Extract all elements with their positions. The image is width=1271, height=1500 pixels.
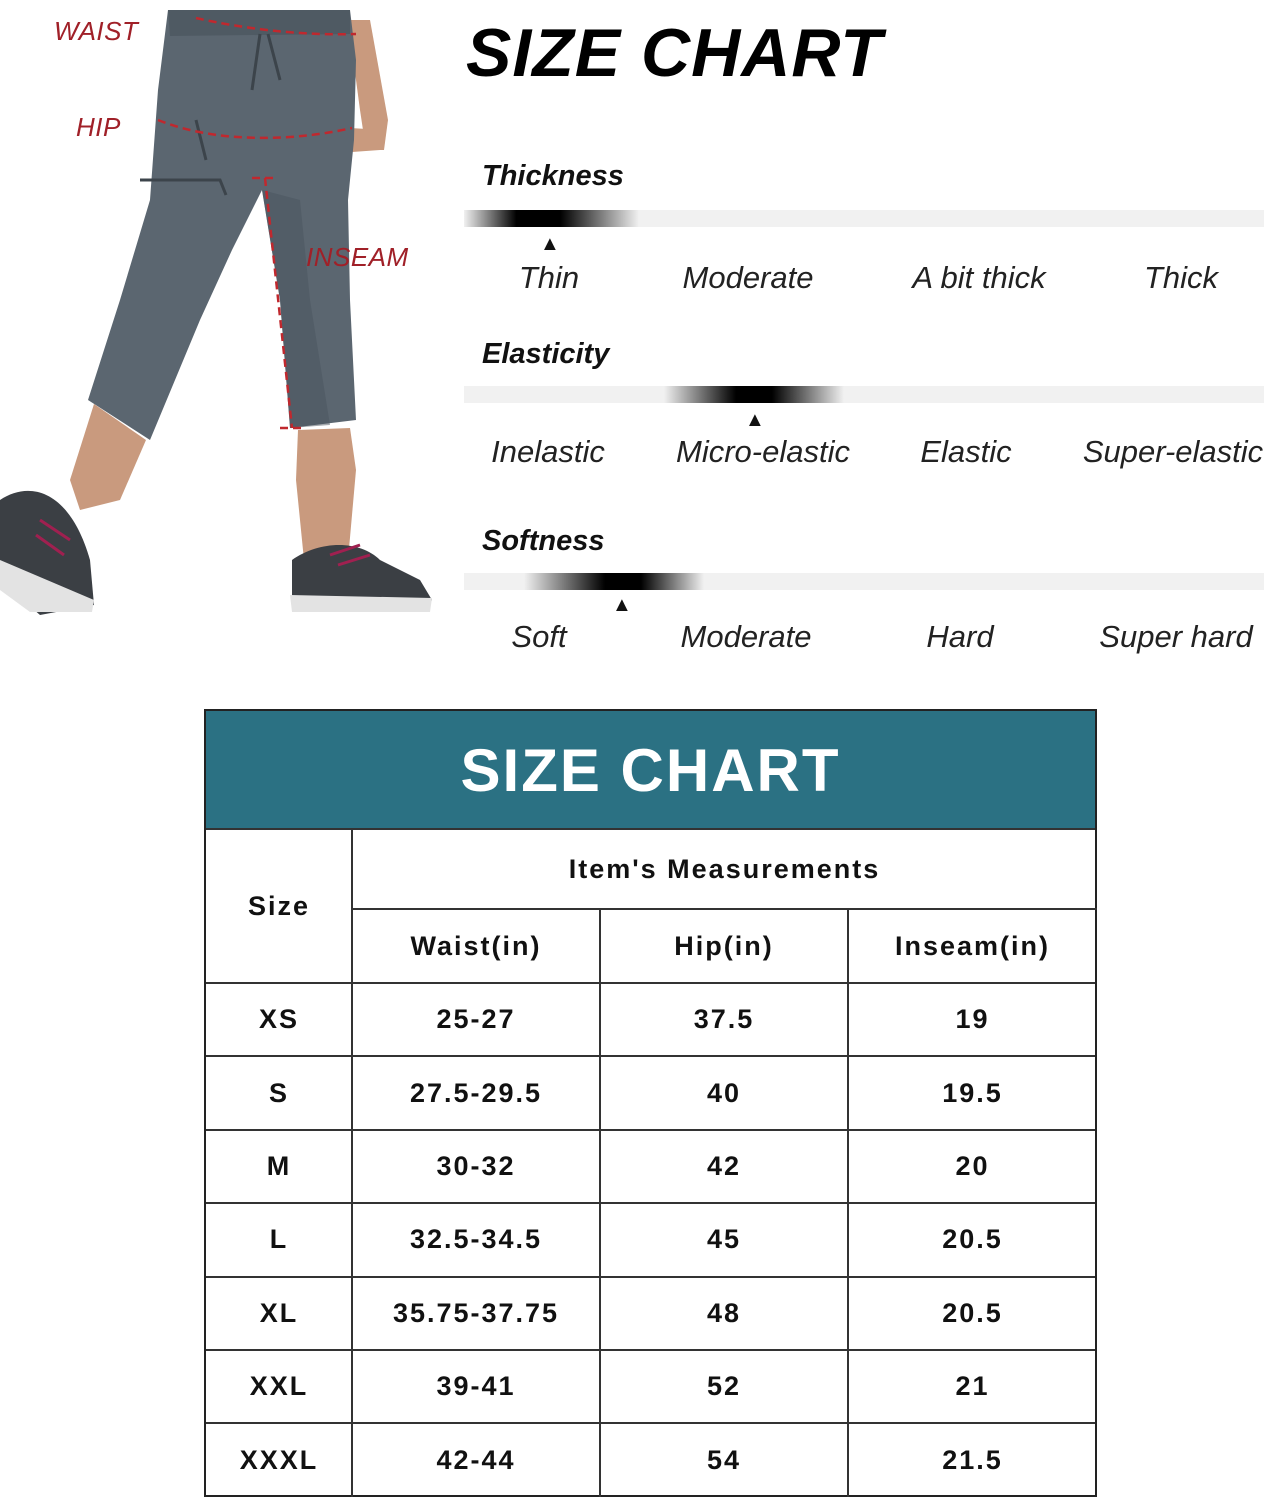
inseam-cell: 20 (955, 1150, 990, 1181)
table-divider (206, 1276, 1095, 1278)
waist-cell: 27.5-29.5 (409, 1077, 543, 1108)
thickness-title: Thickness (482, 160, 624, 192)
table-divider (206, 1055, 1095, 1057)
size-chart-title: SIZE CHART (466, 15, 883, 91)
waist-cell: 30-32 (436, 1150, 516, 1181)
waist-cell: 42-44 (436, 1444, 516, 1475)
waist-label: WAIST (54, 16, 139, 46)
inseam-column-header: Inseam(in) (894, 930, 1051, 961)
size-cell: XS (258, 1004, 300, 1035)
thickness-option: Thin (518, 260, 580, 295)
hip-cell: 45 (706, 1224, 742, 1255)
hip-label: HIP (76, 112, 121, 142)
table-divider (352, 908, 1097, 910)
hip-cell: 52 (706, 1371, 742, 1402)
elasticity-option: Super-elastic (1082, 434, 1264, 469)
waist-cell: 25-27 (436, 1004, 516, 1035)
elasticity-scale-bar (464, 386, 1264, 403)
inseam-cell: 21 (955, 1371, 990, 1402)
size-column-header: Size (247, 890, 311, 921)
size-table-header (206, 711, 1095, 829)
hip-cell: 37.5 (693, 1004, 755, 1035)
table-divider (206, 1349, 1095, 1351)
size-cell: M (266, 1150, 292, 1181)
inseam-label: INSEAM (306, 242, 409, 272)
size-table-title: SIZE CHART (460, 736, 841, 804)
hip-cell: 42 (706, 1150, 742, 1181)
softness-option: Moderate (680, 619, 812, 654)
size-cell: L (269, 1224, 289, 1255)
hip-column-header: Hip(in) (674, 930, 774, 961)
softness-marker-icon: ▲ (612, 594, 632, 616)
size-cell: XXL (249, 1371, 309, 1402)
size-cell: XL (259, 1297, 299, 1328)
inseam-cell: 19.5 (942, 1077, 1003, 1108)
hip-cell: 40 (706, 1077, 742, 1108)
measurements-group-header: Item's Measurements (568, 853, 881, 884)
elasticity-marker-icon: ▲ (745, 409, 765, 431)
inseam-cell: 20.5 (942, 1297, 1003, 1328)
thickness-option: Moderate (682, 260, 814, 295)
thickness-scale-fill (464, 210, 639, 227)
softness-option: Super hard (1099, 619, 1253, 654)
pants-model-drawing (0, 0, 440, 640)
model-illustration (0, 0, 440, 640)
softness-option: Soft (511, 619, 567, 654)
table-divider (206, 1202, 1095, 1204)
thickness-marker-icon: ▲ (540, 233, 560, 255)
elasticity-option: Inelastic (491, 434, 605, 469)
waist-column-header: Waist(in) (410, 930, 542, 961)
elasticity-scale-fill (664, 386, 844, 403)
waist-cell: 35.75-37.75 (392, 1297, 560, 1328)
softness-option: Hard (926, 619, 994, 654)
elasticity-option: Elastic (920, 434, 1012, 469)
hip-cell: 48 (706, 1297, 742, 1328)
softness-scale-bar (464, 573, 1264, 590)
table-divider (351, 829, 353, 1497)
inseam-cell: 19 (955, 1004, 990, 1035)
waist-cell: 39-41 (436, 1371, 516, 1402)
size-cell: XXXL (239, 1444, 319, 1475)
waist-cell: 32.5-34.5 (409, 1224, 543, 1255)
table-divider (206, 1129, 1095, 1131)
size-cell: S (268, 1077, 289, 1108)
table-divider (206, 982, 1095, 984)
inseam-cell: 20.5 (942, 1224, 1003, 1255)
elasticity-title: Elasticity (482, 338, 610, 370)
table-divider (206, 1422, 1095, 1424)
elasticity-option: Micro-elastic (676, 434, 850, 469)
thickness-scale-bar (464, 210, 1264, 227)
thickness-option: Thick (1143, 260, 1219, 295)
thickness-option: A bit thick (912, 260, 1046, 295)
softness-scale-fill (524, 573, 704, 590)
softness-title: Softness (482, 525, 605, 557)
table-divider (206, 828, 1095, 830)
inseam-cell: 21.5 (942, 1444, 1003, 1475)
hip-cell: 54 (706, 1444, 742, 1475)
size-table (204, 709, 1097, 1497)
